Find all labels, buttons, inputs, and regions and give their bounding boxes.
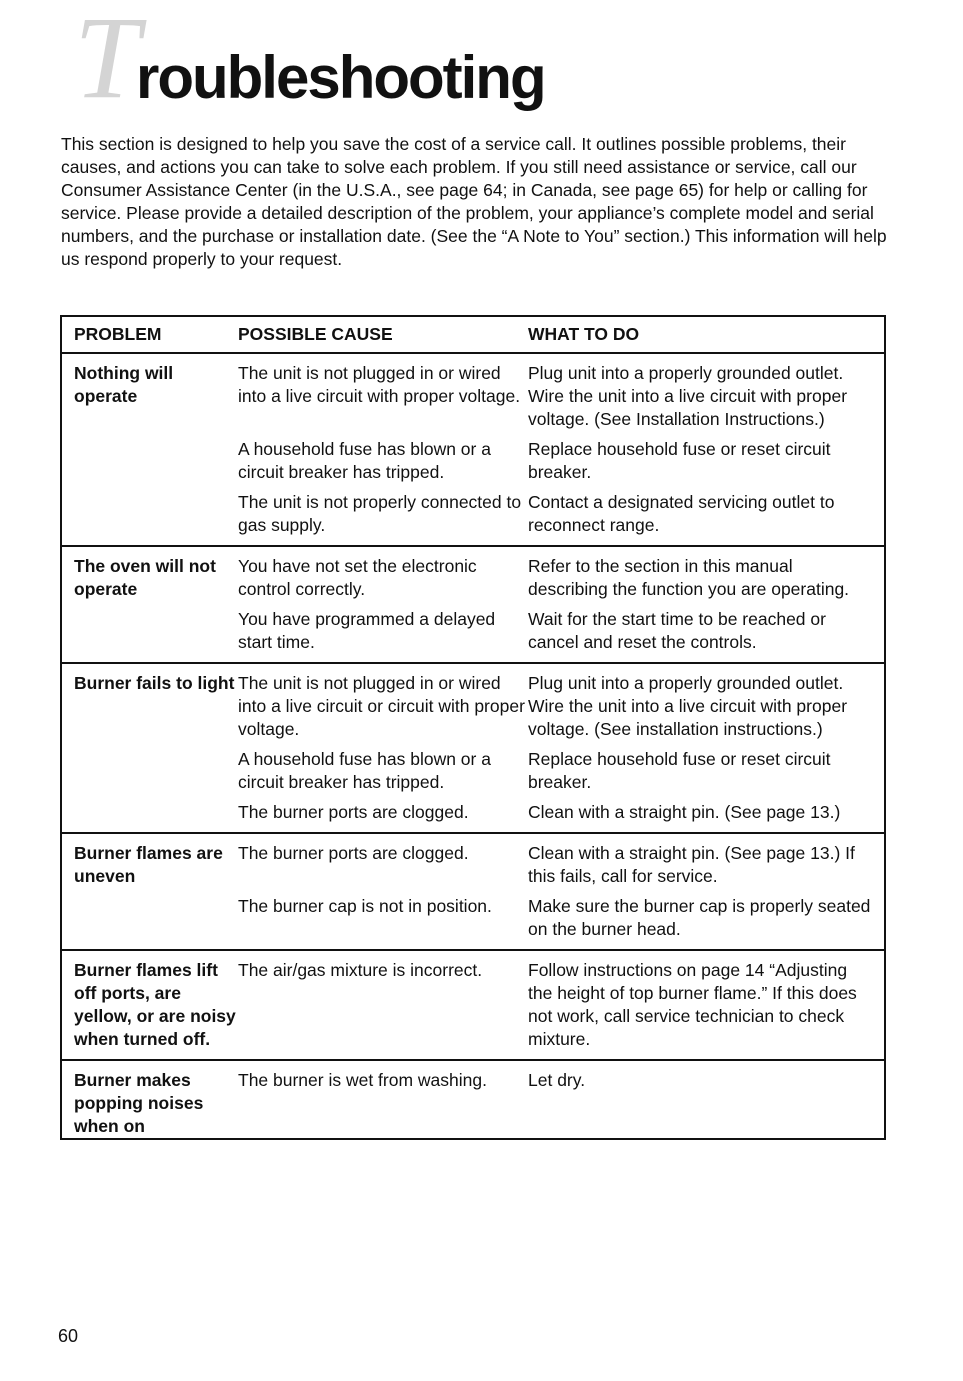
cause-action-pair: [238, 438, 884, 484]
cause-action-pair: [238, 801, 884, 824]
possible-cause-text: The air/gas mixture is incorrect.: [238, 960, 483, 980]
what-to-do-text: Make sure the burner cap is properly seated on the burner head.: [528, 896, 871, 939]
header-problem: PROBLEM: [74, 324, 162, 344]
possible-cause-text: The burner cap is not in position.: [238, 896, 492, 916]
cause-action-pair: [238, 672, 884, 741]
what-to-do-text: Follow instructions on page 14 “Adjusting the height of top burner flame.” If this does not work, call service technician to check mixture.: [528, 960, 857, 1049]
table-row: [62, 664, 884, 834]
title-text: roubleshooting: [136, 44, 545, 111]
what-to-do-text: Clean with a straight pin. (See page 13.): [528, 802, 841, 822]
possible-cause-text: A household fuse has blown or a circuit breaker has tripped.: [238, 439, 491, 482]
cause-action-pair: [238, 555, 884, 601]
possible-cause-text: The unit is not plugged in or wired into a live circuit or circuit with proper voltage.: [238, 673, 525, 739]
possible-cause-text: You have programmed a delayed start time.: [238, 609, 496, 652]
what-to-do-text: Plug unit into a properly grounded outlet. Wire the unit into a live circuit with proper voltage. (See installation instructions.): [528, 673, 848, 739]
cause-action-pair: [238, 748, 884, 794]
table-row: [62, 354, 884, 547]
cause-action-group: [238, 664, 884, 832]
cause-action-pair: [238, 362, 884, 431]
possible-cause-text: A household fuse has blown or a circuit breaker has tripped.: [238, 749, 491, 792]
what-to-do-text: Contact a designated servicing outlet to reconnect range.: [528, 492, 835, 535]
table-row: [62, 547, 884, 664]
cause-action-pair: [238, 842, 884, 888]
troubleshooting-table: [60, 315, 886, 1140]
problem-cell: Burner makes popping noises when on: [74, 1070, 204, 1136]
cause-action-pair: [238, 491, 884, 537]
cause-action-group: [238, 354, 884, 545]
problem-cell: Burner fails to light: [74, 673, 235, 693]
what-to-do-text: Wait for the start time to be reached or cancel and reset the controls.: [528, 609, 826, 652]
cause-action-group: [238, 547, 884, 662]
problem-cell: The oven will not operate: [74, 556, 216, 599]
possible-cause-text: The burner ports are clogged.: [238, 843, 469, 863]
page-number: 60: [58, 1326, 79, 1346]
possible-cause-text: The burner is wet from washing.: [238, 1070, 487, 1090]
table-row: [62, 1061, 884, 1138]
table-row: [62, 834, 884, 951]
problem-cell: Burner flames are uneven: [74, 843, 223, 886]
header-possible-cause: POSSIBLE CAUSE: [238, 324, 393, 344]
problem-cell: Burner flames lift off ports, are yellow, or are noisy when turned off.: [74, 960, 236, 1049]
cause-action-pair: [238, 1069, 884, 1092]
what-to-do-text: Clean with a straight pin. (See page 13.) If this fails, call for service.: [528, 843, 855, 886]
cause-action-pair: [238, 608, 884, 654]
what-to-do-text: Replace household fuse or reset circuit breaker.: [528, 439, 831, 482]
what-to-do-text: Let dry.: [528, 1070, 586, 1090]
table-row: [62, 951, 884, 1061]
what-to-do-text: Replace household fuse or reset circuit breaker.: [528, 749, 831, 792]
cause-action-group: [238, 951, 884, 1059]
title-drop-cap: T: [74, 0, 140, 123]
possible-cause-text: The unit is not plugged in or wired into a live circuit with proper voltage.: [238, 363, 521, 406]
cause-action-group: [238, 834, 884, 949]
problem-cell: Nothing will operate: [74, 363, 174, 406]
cause-action-pair: [238, 959, 884, 1051]
header-what-to-do: WHAT TO DO: [528, 324, 640, 344]
possible-cause-text: The unit is not properly connected to gas supply.: [238, 492, 522, 535]
cause-action-pair: [238, 895, 884, 941]
possible-cause-text: You have not set the electronic control correctly.: [238, 556, 477, 599]
what-to-do-text: Plug unit into a properly grounded outlet. Wire the unit into a live circuit with proper voltage. (See Installation Instructions.): [528, 363, 848, 429]
page-title: [74, 0, 574, 123]
possible-cause-text: The burner ports are clogged.: [238, 802, 469, 822]
what-to-do-text: Refer to the section in this manual describing the function you are operating.: [528, 556, 850, 599]
cause-action-group: [238, 1061, 884, 1138]
intro-paragraph: This section is designed to help you save the cost of a service call. It outlines possible problems, their causes, and actions you can take to solve each problem. If you still need assistance or service, call our Consumer Assistance Center (in the U.S.A., see page 64; in Canada, see page 65) for help or calling for service. Please provide a detailed description of the problem, your appliance’s complete model and serial numbers, and the purchase or installation date. (See the “A Note to You” section.) This information will help us respond properly to your request.: [61, 134, 887, 269]
table-header: [62, 317, 884, 354]
